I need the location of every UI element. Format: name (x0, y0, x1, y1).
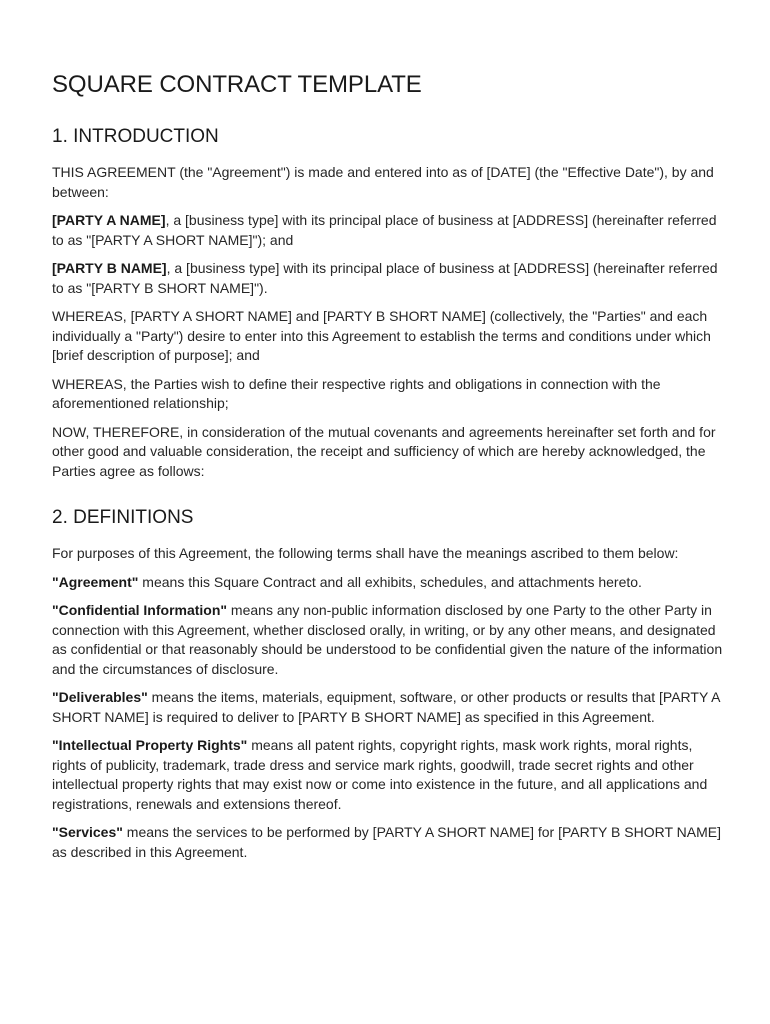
contract-document (52, 70, 724, 871)
definition-confidential-information (52, 601, 724, 679)
definition-deliverables (52, 688, 724, 727)
party-b-text: , a [business type] with its principal place of business at [ADDRESS] (hereinafter referred to as "[PARTY B SHORT NAME]"). (52, 260, 718, 296)
definition-intellectual-property-rights (52, 736, 724, 814)
definition-meaning: means the services to be performed by [PARTY A SHORT NAME] for [PARTY B SHORT NAME] as described in this Agreement. (52, 824, 721, 860)
definition-meaning: means the items, materials, equipment, software, or other products or results that [PARTY A SHORT NAME] is required to deliver to [PARTY B SHORT NAME] as specified in this Agreement. (52, 689, 720, 725)
party-b-paragraph (52, 259, 724, 298)
whereas-paragraph-1: WHEREAS, [PARTY A SHORT NAME] and [PARTY B SHORT NAME] (collectively, the "Parties" and each individually a "Party") desire to enter into this Agreement to establish the terms and conditions under which [brief description of purpose]; and (52, 308, 711, 363)
party-a-paragraph (52, 211, 724, 250)
party-a-text: , a [business type] with its principal place of business at [ADDRESS] (hereinafter referred to as "[PARTY A SHORT NAME]"); and (52, 212, 717, 248)
section-heading-definitions: 2. DEFINITIONS (52, 507, 194, 528)
definition-services (52, 823, 724, 862)
whereas-paragraph-2: WHEREAS, the Parties wish to define their respective rights and obligations in connection with the aforementioned relationship; (52, 375, 661, 411)
definition-term: "Confidential Information" (52, 602, 228, 618)
definition-term: "Agreement" (52, 573, 139, 590)
definition-term: "Deliverables" (52, 689, 148, 705)
intro-opening-paragraph: THIS AGREEMENT (the "Agreement") is made and entered into as of [DATE] (the "Effective Date"), by and between: (52, 164, 714, 200)
definition-meaning: means all patent rights, copyright rights, mask work rights, moral rights, rights of publicity, trademark, trade dress and service mark rights, goodwill, trade secret rights and other intellectual property rights that may exist now or come into existence in the future, and all applications and registrations, renewals and extensions thereof. (52, 737, 708, 812)
definition-meaning: means any non-public information disclosed by one Party to the other Party in connection with this Agreement, whether disclosed orally, in writing, or by any other means, and designated as confidential or that reasonably should be understood to be confidential given the nature of the information and the circumstances of disclosure. (52, 602, 723, 677)
definition-term: "Intellectual Property Rights" (52, 737, 248, 753)
now-therefore-paragraph: NOW, THEREFORE, in consideration of the mutual covenants and agreements hereinafter set forth and for other good and valuable consideration, the receipt and sufficiency of which are hereby acknowledged, the Parties agree as follows: (52, 423, 716, 479)
party-a-name: [PARTY A NAME] (52, 212, 166, 228)
party-b-name: [PARTY B NAME] (52, 260, 167, 276)
definitions-intro-paragraph: For purposes of this Agreement, the following terms shall have the meanings ascribed to them below: (52, 545, 679, 561)
definition-term: "Services" (52, 824, 123, 840)
section-heading-introduction: 1. INTRODUCTION (52, 126, 219, 147)
definition-meaning: means this Square Contract and all exhibits, schedules, and attachments hereto. (138, 573, 642, 590)
document-title: SQUARE CONTRACT TEMPLATE (52, 71, 422, 98)
definition-agreement (52, 573, 724, 593)
